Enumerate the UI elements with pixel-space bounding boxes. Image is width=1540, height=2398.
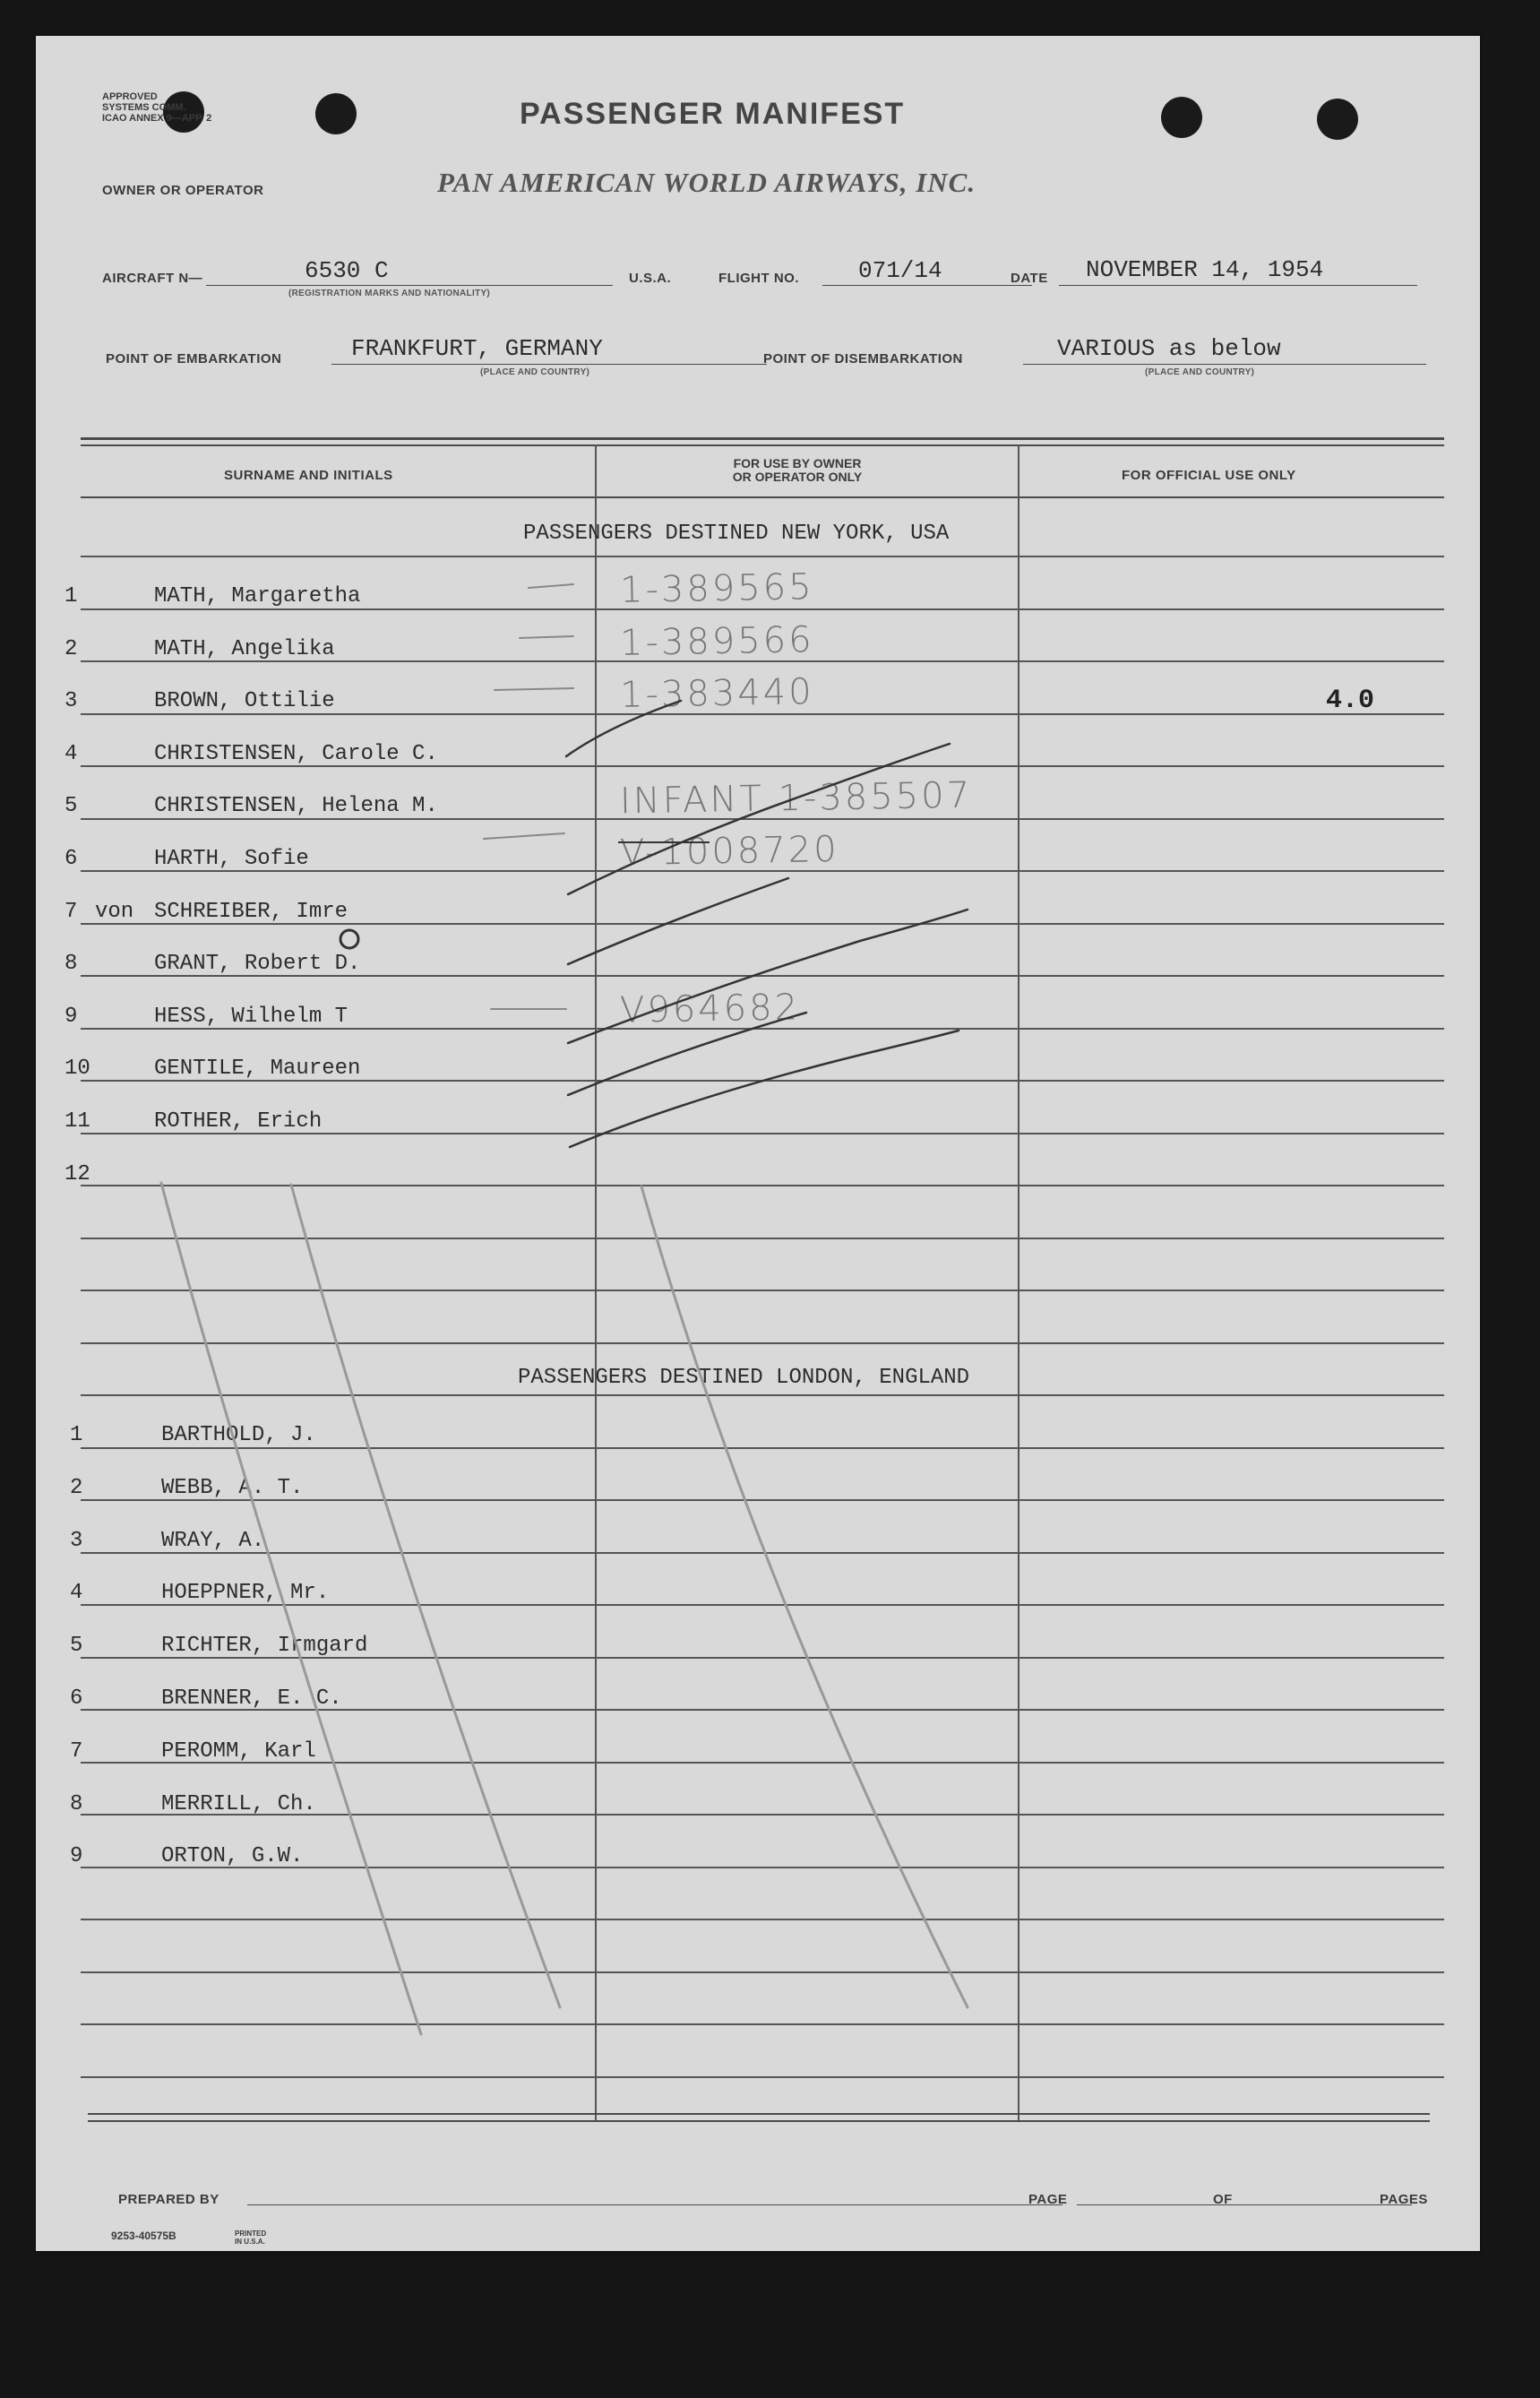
check-mark xyxy=(568,744,950,894)
prepared-by-rule xyxy=(247,2204,1063,2205)
disembarkation-sub: (PLACE AND COUNTRY) xyxy=(1145,367,1255,377)
passenger-name: WRAY, A. xyxy=(161,1529,265,1553)
passenger-name: MATH, Angelika xyxy=(154,637,335,661)
passenger-name: MATH, Margaretha xyxy=(154,584,361,608)
row-number: 6 xyxy=(70,1686,83,1711)
dash-mark xyxy=(529,584,573,588)
passenger-name: CHRISTENSEN, Helena M. xyxy=(154,794,438,818)
approval-line: APPROVED xyxy=(102,91,158,102)
strike-line xyxy=(291,1185,560,2007)
passenger-name: BRENNER, E. C. xyxy=(161,1686,342,1711)
strike-line xyxy=(161,1183,421,2034)
footer-rule xyxy=(88,2113,1430,2115)
check-mark xyxy=(570,1031,959,1147)
row-number: 9 xyxy=(70,1844,83,1868)
passenger-name: HARTH, Sofie xyxy=(154,847,309,871)
row-number: 3 xyxy=(70,1529,83,1553)
airline-name: PAN AMERICAN WORLD AIRWAYS, INC. xyxy=(437,167,976,198)
handwritten-ticket-number: 1-383440 xyxy=(619,671,814,716)
date-label: DATE xyxy=(1011,271,1048,286)
date-value: NOVEMBER 14, 1954 xyxy=(1086,256,1324,283)
row-number: 11 xyxy=(65,1109,90,1134)
handwritten-ticket-number: 1-389565 xyxy=(619,566,814,611)
embarkation-label: POINT OF EMBARKATION xyxy=(106,351,282,367)
handwritten-ticket-number: V-1008720 xyxy=(619,828,839,875)
passenger-name: WEBB, A. T. xyxy=(161,1476,304,1500)
passenger-name: BARTHOLD, J. xyxy=(161,1423,316,1447)
usa-label: U.S.A. xyxy=(629,271,672,286)
approval-line: ICAO ANNEX 9—APP. 2 xyxy=(102,113,212,124)
disembarkation-label: POINT OF DISEMBARKATION xyxy=(763,351,963,367)
passenger-name: ROTHER, Erich xyxy=(154,1109,323,1134)
row-number: 4 xyxy=(65,742,78,766)
row-number: 2 xyxy=(70,1476,83,1500)
row-number: 8 xyxy=(65,952,78,976)
row-number: 3 xyxy=(65,689,78,713)
row-number: 1 xyxy=(70,1423,83,1447)
dash-mark xyxy=(495,688,573,690)
page-title: PASSENGER MANIFEST xyxy=(520,97,906,131)
row-number: 1 xyxy=(65,584,78,608)
passenger-name: SCHREIBER, Imre xyxy=(154,900,348,924)
passenger-name: RICHTER, Irmgard xyxy=(161,1634,368,1658)
official-mark: 4.0 xyxy=(1326,686,1375,716)
row-number: 2 xyxy=(65,637,78,661)
aircraft-sub: (REGISTRATION MARKS AND NATIONALITY) xyxy=(288,289,491,298)
aircraft-value: 6530 C xyxy=(305,257,389,284)
row-number: 7 xyxy=(70,1739,83,1764)
form-number: 9253-40575B xyxy=(111,2230,176,2242)
embarkation-value: FRANKFURT, GERMANY xyxy=(351,335,603,362)
prepared-by-label: PREPARED BY xyxy=(118,2192,219,2207)
disembarkation-value: VARIOUS as below xyxy=(1057,335,1281,362)
row-number: 8 xyxy=(70,1792,83,1816)
passenger-name: CHRISTENSEN, Carole C. xyxy=(154,742,438,766)
pages-label: PAGES xyxy=(1380,2192,1428,2207)
page-label: PAGE xyxy=(1028,2192,1068,2207)
passenger-name: MERRILL, Ch. xyxy=(161,1792,316,1816)
flight-value: 071/14 xyxy=(858,257,942,284)
dash-mark xyxy=(520,636,573,638)
column-header-operator-line: FOR USE BY OWNER xyxy=(733,456,862,470)
check-mark xyxy=(568,878,788,964)
manifest-page xyxy=(36,36,1480,2251)
passenger-name: GENTILE, Maureen xyxy=(154,1057,361,1081)
row-number: 5 xyxy=(65,794,78,818)
name-prefix: von xyxy=(95,900,134,924)
handwriting-overlay xyxy=(36,36,1480,2251)
handwritten-ticket-number: V964682 xyxy=(619,987,801,1031)
aircraft-label: AIRCRAFT N— xyxy=(102,271,203,286)
passenger-name: ORTON, G.W. xyxy=(161,1844,304,1868)
passenger-name: PEROMM, Karl xyxy=(161,1739,316,1764)
row-number: 6 xyxy=(65,847,78,871)
check-mark xyxy=(568,1013,806,1095)
handwritten-ticket-number: INFANT 1-385507 xyxy=(619,774,973,823)
flight-label: FLIGHT NO. xyxy=(718,271,799,286)
embarkation-sub: (PLACE AND COUNTRY) xyxy=(480,367,590,377)
column-header-operator-line: OR OPERATOR ONLY xyxy=(732,470,863,484)
passenger-name: HOEPPNER, Mr. xyxy=(161,1581,330,1605)
row-number: 7 xyxy=(65,900,78,924)
passenger-name: HESS, Wilhelm T xyxy=(154,1005,348,1029)
footer-rule xyxy=(88,2120,1430,2122)
owner-label: OWNER OR OPERATOR xyxy=(102,183,264,198)
dash-mark xyxy=(484,833,564,839)
passenger-name: GRANT, Robert D. xyxy=(154,952,361,976)
section-heading-london: PASSENGERS DESTINED LONDON, ENGLAND xyxy=(518,1366,970,1390)
passenger-name: BROWN, Ottilie xyxy=(154,689,335,713)
column-header-official: FOR OFFICIAL USE ONLY xyxy=(1122,468,1296,483)
handwritten-ticket-number: 1-389566 xyxy=(619,619,814,664)
circled-initial xyxy=(340,930,358,948)
row-number: 10 xyxy=(65,1057,90,1081)
row-number: 4 xyxy=(70,1581,83,1605)
of-label: OF xyxy=(1213,2192,1233,2207)
approval-line: SYSTEMS COMM. xyxy=(102,102,186,113)
row-number: 5 xyxy=(70,1634,83,1658)
column-header-name: SURNAME AND INITIALS xyxy=(224,468,393,483)
check-mark xyxy=(566,701,681,756)
row-number: 12 xyxy=(65,1162,90,1186)
section-heading-new-york: PASSENGERS DESTINED NEW YORK, USA xyxy=(523,522,950,546)
printer-mark: PRINTED IN U.S.A. xyxy=(235,2230,267,2246)
strike-line xyxy=(641,1186,968,2007)
row-number: 9 xyxy=(65,1005,78,1029)
